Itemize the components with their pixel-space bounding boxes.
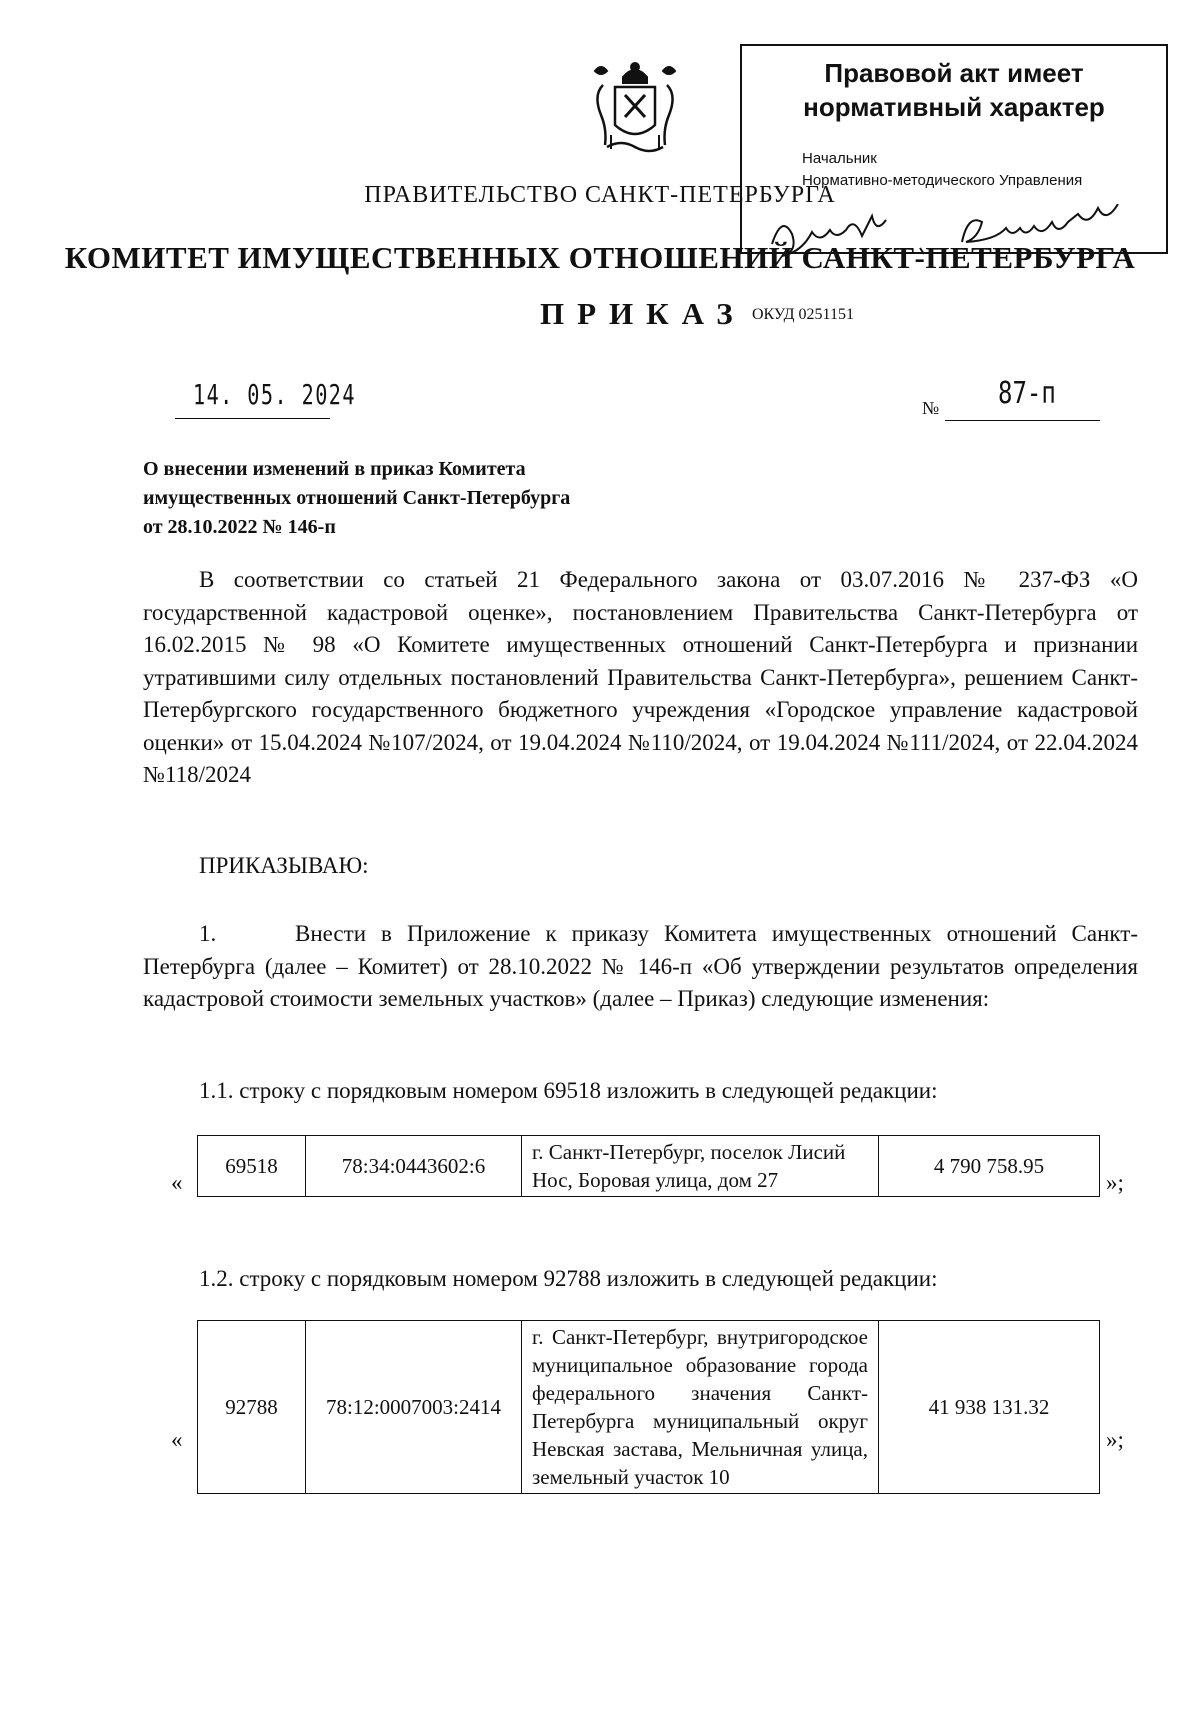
document-subject xyxy=(143,455,743,542)
quote-close: »; xyxy=(1106,1170,1124,1195)
subject-line-2: имущественных отношений Санкт-Петербурга xyxy=(143,487,571,509)
registry-row-table-1 xyxy=(197,1135,1100,1197)
row-index-cell: 92788 xyxy=(198,1321,306,1494)
document-date: 14. 05. 2024 xyxy=(193,378,356,411)
date-underline xyxy=(175,418,330,419)
document-number: 87-п xyxy=(998,376,1056,411)
government-title: ПРАВИТЕЛЬСТВО САНКТ-ПЕТЕРБУРГА xyxy=(364,182,836,208)
subject-line-3: от 28.10.2022 № 146-п xyxy=(143,516,336,538)
order-word: ПРИКАЗЫВАЮ: xyxy=(199,853,369,878)
number-underline xyxy=(945,420,1100,421)
cadastral-number-cell: 78:12:0007003:2414 xyxy=(306,1321,522,1494)
okud-code: ОКУД 0251151 xyxy=(752,306,854,323)
quote-close: »; xyxy=(1106,1427,1124,1452)
committee-title: КОМИТЕТ ИМУЩЕСТВЕННЫХ ОТНОШЕНИЙ САНКТ-ПЕТЕРБУРГА xyxy=(64,240,1136,275)
cadastral-number-cell: 78:34:0443602:6 xyxy=(306,1136,522,1197)
normative-act-stamp xyxy=(740,44,1168,254)
table-row xyxy=(198,1136,1100,1197)
item-1-number: 1. xyxy=(199,921,217,946)
stamp-position-line-1: Начальник xyxy=(802,150,877,167)
registry-row-table-2 xyxy=(197,1320,1100,1494)
stamp-title-line-2: нормативный характер xyxy=(803,92,1105,122)
stamp-title xyxy=(742,56,1166,124)
item-1-2-text: 1.2. строку с порядковым номером 92788 изложить в следующей редакции: xyxy=(199,1266,938,1291)
quote-open: « xyxy=(171,1427,183,1452)
cadastral-value-cell: 41 938 131.32 xyxy=(879,1321,1100,1494)
preamble-paragraph: В соответствии со статьей 21 Федерального закона от 03.07.2016 № 237-ФЗ «О государственной кадастровой оценке», постановлением Правительства Санкт-Петербурга от 16.02.2015 № 98 «О Комитете имущественных отношений Санкт-Петербурга и признании утратившими силу отдельных постановлений Правительства Санкт-Петербурга», решением Санкт-Петербургского государственного бюджетного учреждения «Городское управление кадастровой оценки» от 15.04.2024 №107/2024, от 19.04.2024 №110/2024, от 19.04.2024 №111/2024, от 22.04.2024 №118/2024 xyxy=(143,567,1138,787)
number-sign: № xyxy=(922,398,940,418)
subject-line-1: О внесении изменений в приказ Комитета xyxy=(143,458,526,480)
stamp-title-line-1: Правовой акт имеет xyxy=(824,58,1084,88)
table-row xyxy=(198,1321,1100,1494)
item-1-1-text: 1.1. строку с порядковым номером 69518 изложить в следующей редакции: xyxy=(199,1078,938,1103)
stamp-position-line-2: Нормативно-методического Управления xyxy=(802,172,1083,189)
cadastral-value-cell: 4 790 758.95 xyxy=(879,1136,1100,1197)
quote-open: « xyxy=(171,1170,183,1195)
coat-of-arms-emblem xyxy=(585,55,685,160)
address-cell: г. Санкт-Петербург, поселок Лисий Нос, Боровая улица, дом 27 xyxy=(522,1136,879,1197)
item-1-text: Внести в Приложение к приказу Комитета имущественных отношений Санкт-Петербурга (далее – Комитет) от 28.10.2022 № 146-п «Об утверждении результатов определения кадастровой стоимости земельных участков» (далее – Приказ) следующие изменения: xyxy=(143,921,1138,1011)
item-1-paragraph xyxy=(143,918,1138,1016)
address-cell: г. Санкт-Петербург, внутригородское муниципальное образование города федерального значения Санкт-Петербурга муниципальный округ Невская застава, Мельничная улица, земельный участок 10 xyxy=(522,1321,879,1494)
row-index-cell: 69518 xyxy=(198,1136,306,1197)
document-type-title: ПРИКАЗ xyxy=(540,296,746,331)
